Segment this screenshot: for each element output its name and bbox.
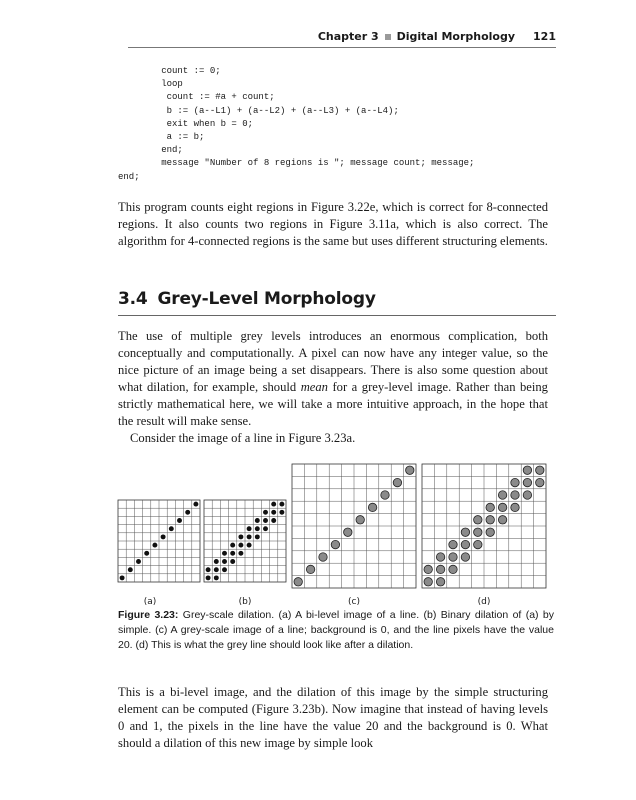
code-line: exit when b = 0; [118,118,254,129]
pixel-dot [185,510,190,515]
pixel-dot [120,575,125,580]
pixel-dot [406,466,414,474]
pixel-dot [193,502,198,507]
code-line: count := #a + count; [118,92,275,103]
panel-d-grid [422,464,546,588]
code-line: message "Number of 8 regions is "; message count; message; [118,158,475,169]
pixel-dot [436,578,444,586]
panel-label-c: (c) [348,597,360,607]
pixel-dot [255,518,260,523]
code-line: loop [118,79,183,90]
pixel-dot [436,565,444,573]
panel-b-grid [204,500,286,582]
pixel-dot [474,528,482,536]
pixel-dot [436,553,444,561]
panel-label-d: (d) [477,597,491,607]
pixel-dot [461,528,469,536]
pixel-dot [511,478,519,486]
pixel-dot [271,510,276,515]
paragraph2-text-b: for a grey-level image. Rather than being strictly mathematical here, we will take a more intuitive approach, in the hope that the result will make sense. [118,380,548,428]
pixel-dot [523,478,531,486]
pixel-dot [206,567,211,572]
pixel-dot [424,578,432,586]
pixel-dot [169,526,174,531]
pixel-dot [536,478,544,486]
pixel-dot [263,526,268,531]
pixel-dot [474,516,482,524]
pixel-dot [255,526,260,531]
page-number: 121 [533,30,556,43]
pixel-dot [368,503,376,511]
section-title: Grey-Level Morphology [157,289,376,309]
pixel-dot [128,567,133,572]
pixel-dot [474,540,482,548]
pixel-dot [177,518,182,523]
pixel-dot [486,503,494,511]
pixel-dot [523,466,531,474]
figure-label: Figure 3.23: [118,609,179,621]
code-line: count := 0; [118,66,221,76]
pixel-dot [238,534,243,539]
pixel-dot [271,518,276,523]
pixel-dot [263,510,268,515]
pixel-dot [536,466,544,474]
pixel-dot [214,575,219,580]
pixel-dot [247,543,252,548]
code-line: end; [118,145,183,156]
figure-caption [118,608,554,653]
pixel-dot [461,553,469,561]
pixel-dot [247,526,252,531]
pixel-dot [449,553,457,561]
chapter-label: Chapter 3 [317,30,379,43]
pixel-dot [152,543,157,548]
pixel-dot [230,543,235,548]
figure-caption-text: Grey-scale dilation. (a) A bi-level image of a line. (b) Binary dilation of (a) by simple. (c) A grey-scale image of a line; background is 0, and the line pixels have the value 20. (d) This is what the grey line should look like after a dilation. [118,609,555,651]
pixel-dot [331,540,339,548]
pixel-dot [222,559,227,564]
panel-c-grid [292,464,416,588]
pixel-dot [255,534,260,539]
panel-label-b: (b) [238,597,252,607]
pixel-dot [449,540,457,548]
body-paragraph-1: This program counts eight regions in Figure 3.22e, which is correct for 8-connected regions. It also counts two regions in Figure 3.11a, which is also correct. The algorithm for 4-connected regions is the same but uses different structuring elements. [118,200,548,248]
pixel-dot [498,491,506,499]
pixel-dot [230,551,235,556]
pixel-dot [247,534,252,539]
pixel-dot [222,551,227,556]
pixel-dot [486,528,494,536]
chapter-title: Digital Morphology [396,30,516,43]
pixel-dot [294,578,302,586]
pixel-dot [356,516,364,524]
section-number: 3.4 [118,289,148,309]
pixel-dot [214,559,219,564]
pixel-dot [271,502,276,507]
pixel-dot [449,565,457,573]
pixel-dot [279,510,284,515]
pixel-dot [238,543,243,548]
pixel-dot [511,491,519,499]
pixel-dot [381,491,389,499]
pixel-dot [136,559,141,564]
pixel-dot [144,551,149,556]
pixel-dot [161,534,166,539]
pixel-dot [214,567,219,572]
pixel-dot [279,502,284,507]
pixel-dot [393,478,401,486]
pixel-dot [498,516,506,524]
pixel-dot [344,528,352,536]
body-paragraph-3: This is a bi-level image, and the dilation of this image by the simple structuring element can be computed (Figure 3.23b). Now imagine that instead of having levels 0 and 1, the pixels in the line have the value 20 and the background is 0. What should a dilation of this new image by simple look [118,685,548,750]
panel-label-a: (a) [143,597,157,607]
pixel-dot [424,565,432,573]
pixel-dot [319,553,327,561]
pixel-dot [238,551,243,556]
code-line: b := (a--L1) + (a--L2) + (a--L3) + (a--L4); [118,105,399,116]
paragraph2-emphasis: mean [300,380,328,394]
pixel-dot [486,516,494,524]
pixel-dot [461,540,469,548]
pixel-dot [511,503,519,511]
paragraph2-indented-line: Consider the image of a line in Figure 3.23a. [130,431,356,445]
pixel-dot [306,565,314,573]
code-line: end; [118,171,140,182]
pixel-dot [498,503,506,511]
pixel-dot [263,518,268,523]
pixel-dot [230,559,235,564]
pixel-dot [222,567,227,572]
pixel-dot [523,491,531,499]
code-line: a := b; [118,131,205,142]
paragraph2-text-a: The use of multiple grey levels introduces an enormous complication, both conceptually and computationally. A pixel can now have any integer value, so the nice picture of an image being a set disappears. There is also some question about what dilation, for example, should [118,329,548,394]
panel-a-grid [118,500,200,582]
pixel-dot [206,575,211,580]
